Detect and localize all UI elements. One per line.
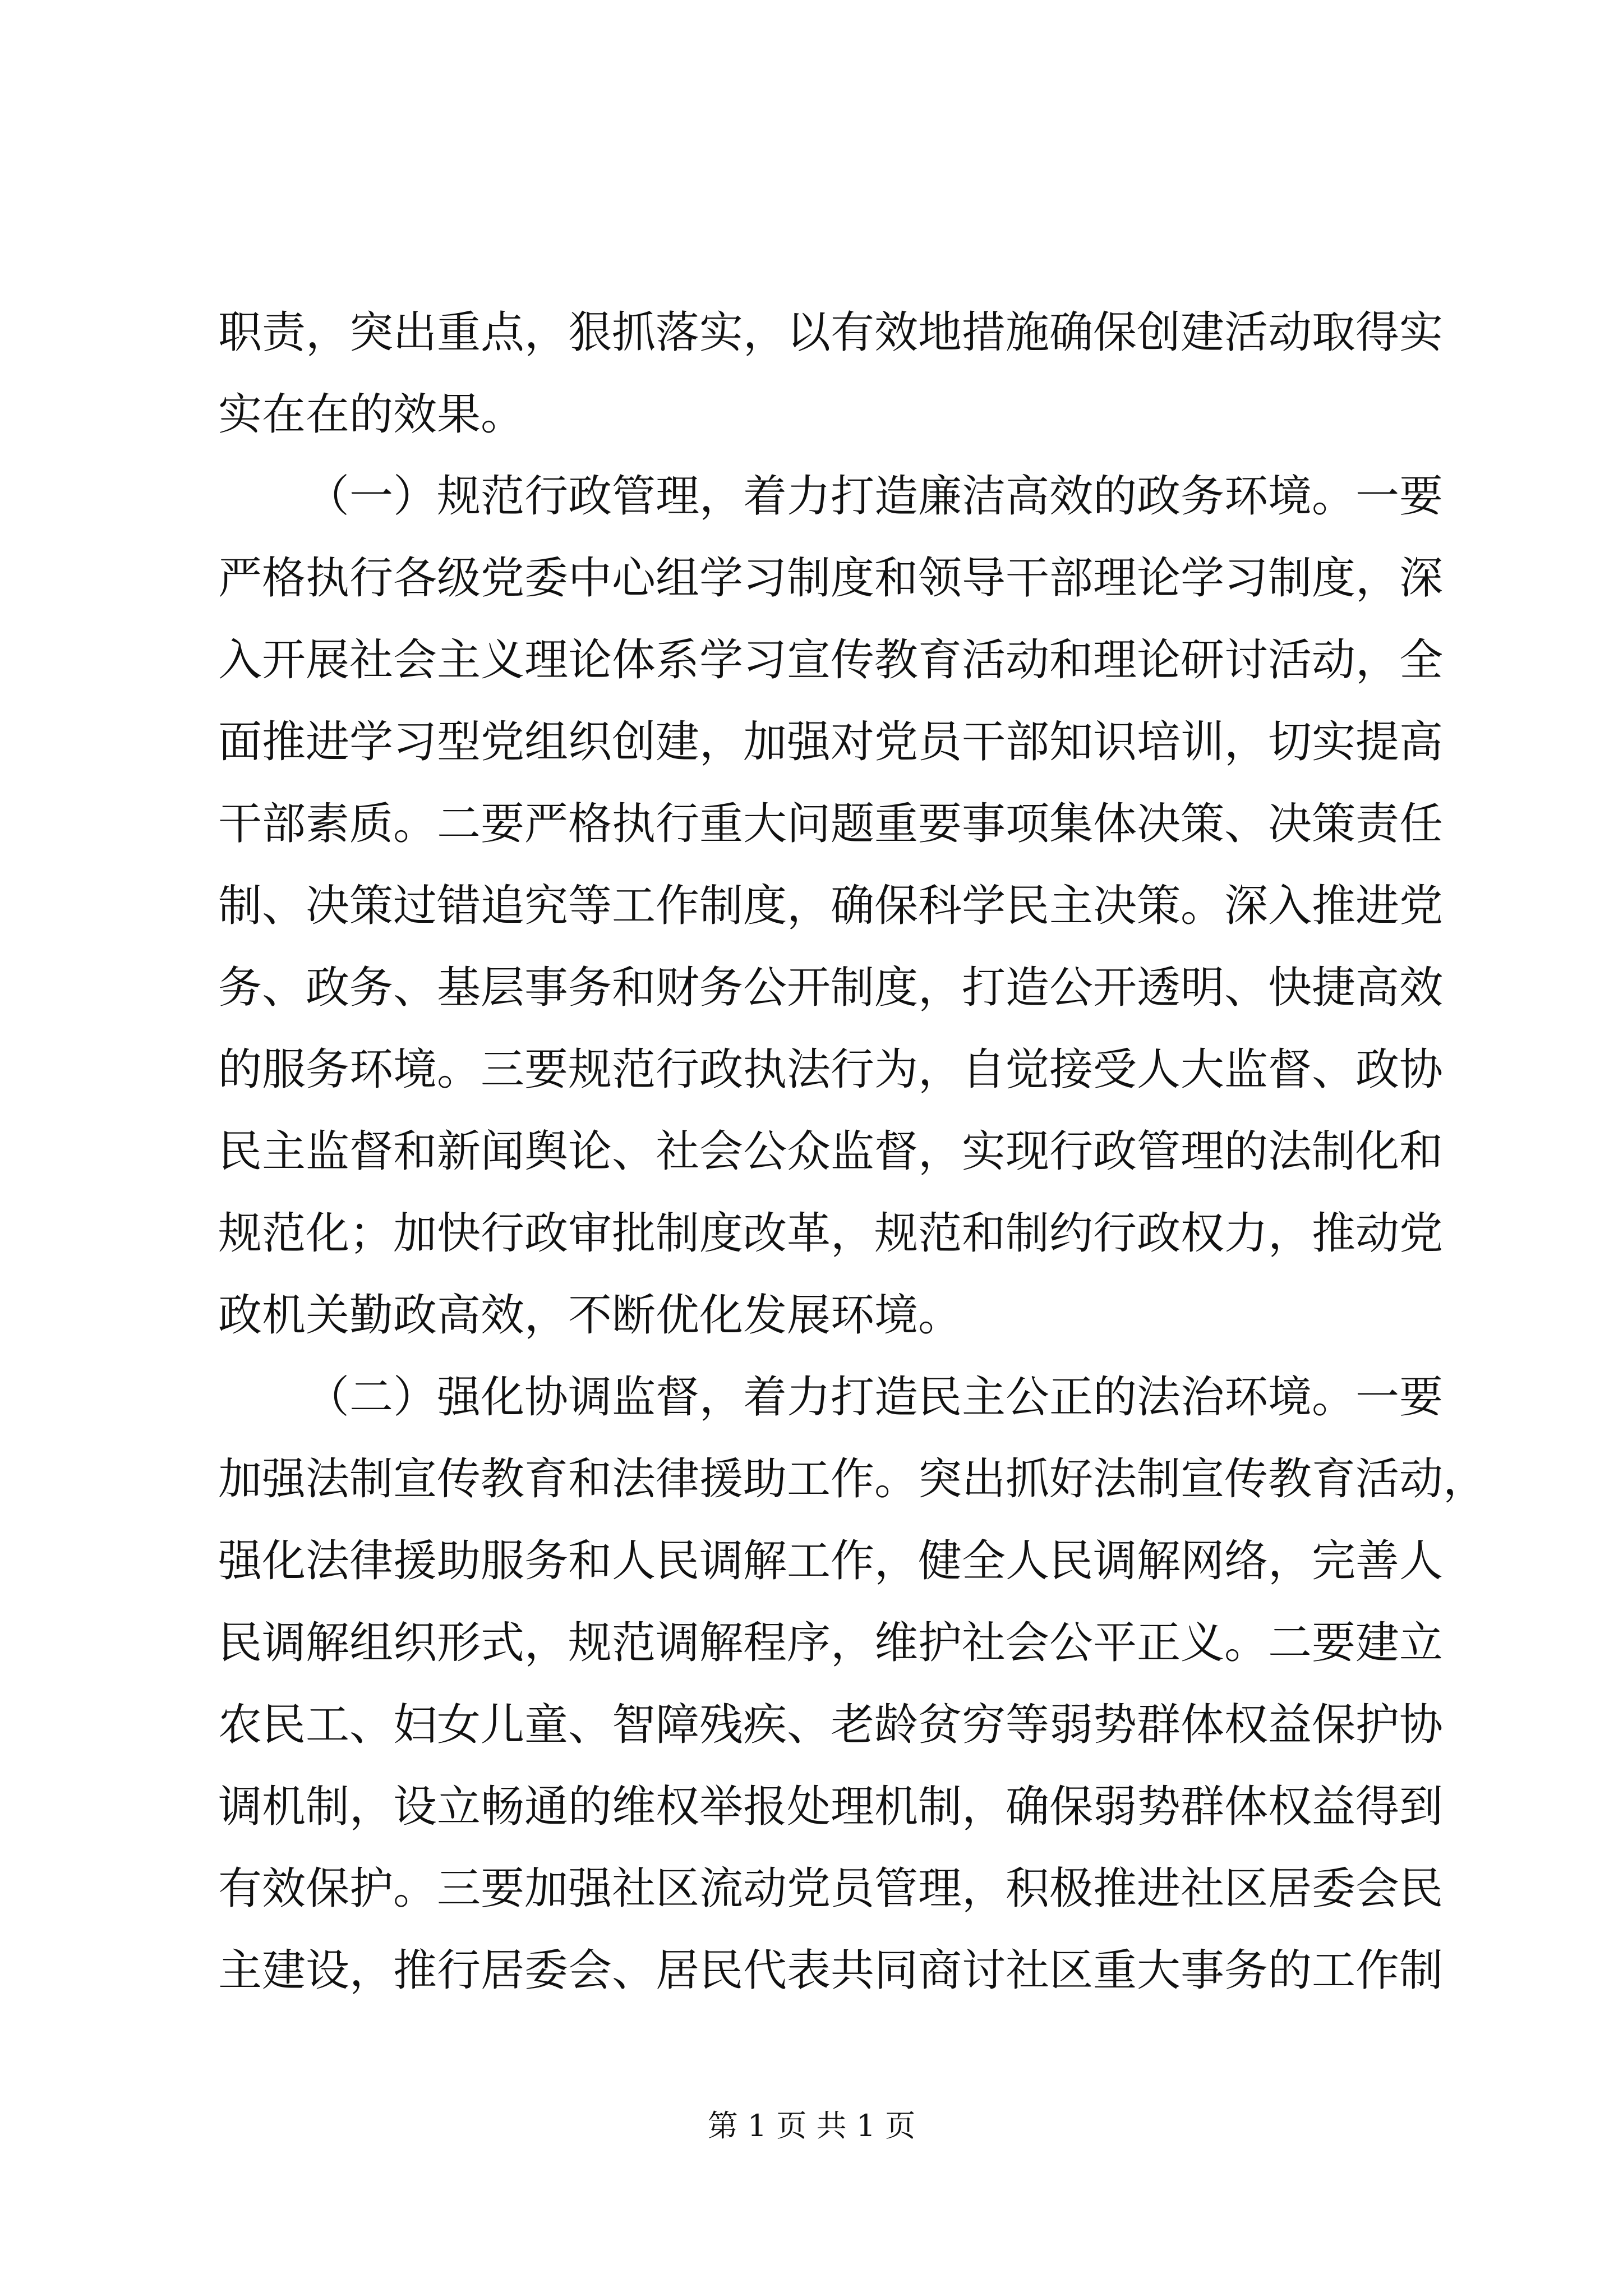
body-text bbox=[218, 292, 1487, 2012]
text-line: 入开展社会主义理论体系学习宣传教育活动和理论研讨活动，全 bbox=[218, 635, 1444, 685]
text-line: 严格执行各级党委中心组学习制度和领导干部理论学习制度，深 bbox=[218, 553, 1444, 604]
text-line: 干部素质。二要严格执行重大问题重要事项集体决策、决策责任 bbox=[218, 799, 1444, 849]
text-line: 强化法律援助服务和人民调解工作，健全人民调解网络，完善人 bbox=[218, 1536, 1444, 1586]
page-footer: 第 1 页 共 1 页 bbox=[707, 2108, 916, 2143]
text-line: 面推进学习型党组织创建，加强对党员干部知识培训，切实提高 bbox=[218, 717, 1444, 767]
section-heading-line: （二）强化协调监督，着力打造民主公正的法治环境。一要 bbox=[306, 1372, 1444, 1423]
text-line: 规范化；加快行政审批制度改革，规范和制约行政权力，推动党 bbox=[218, 1208, 1444, 1259]
text-line: 职责，突出重点，狠抓落实，以有效地措施确保创建活动取得实 bbox=[218, 307, 1444, 358]
text-line: 主建设，推行居委会、居民代表共同商讨社区重大事务的工作制 bbox=[218, 1945, 1444, 1996]
text-line: 调机制，设立畅通的维权举报处理机制，确保弱势群体权益得到 bbox=[218, 1782, 1444, 1832]
text-line: 实在在的效果。 bbox=[218, 389, 525, 440]
text-line: 农民工、妇女儿童、智障残疾、老龄贫穷等弱势群体权益保护协 bbox=[218, 1700, 1444, 1750]
text-line: 加强法制宣传教育和法律援助工作。突出抓好法制宣传教育活动， bbox=[218, 1454, 1487, 1504]
text-line: 民调解组织形式，规范调解程序，维护社会公平正义。二要建立 bbox=[218, 1618, 1444, 1668]
text-line: 制、决策过错追究等工作制度，确保科学民主决策。深入推进党 bbox=[218, 881, 1444, 931]
text-line: 务、政务、基层事务和财务公开制度，打造公开透明、快捷高效 bbox=[218, 963, 1444, 1013]
section-heading-line: （一）规范行政管理，着力打造廉洁高效的政务环境。一要 bbox=[306, 471, 1444, 522]
text-line: 有效保护。三要加强社区流动党员管理，积极推进社区居委会民 bbox=[218, 1864, 1444, 1914]
text-line: 政机关勤政高效，不断优化发展环境。 bbox=[218, 1290, 962, 1341]
text-line: 民主监督和新闻舆论、社会公众监督，实现行政管理的法制化和 bbox=[218, 1126, 1444, 1177]
text-line: 的服务环境。三要规范行政执法行为，自觉接受人大监督、政协 bbox=[218, 1045, 1444, 1095]
